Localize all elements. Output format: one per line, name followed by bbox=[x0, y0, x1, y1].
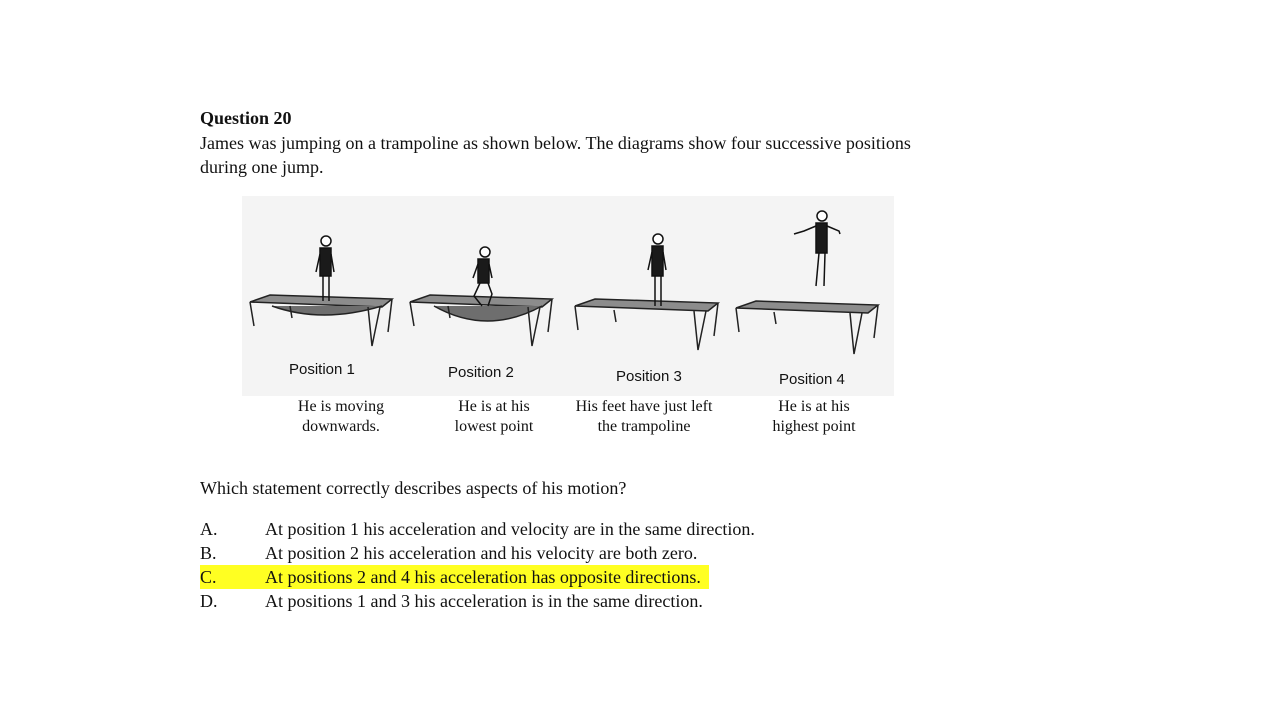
position-4-label: Position 4 bbox=[779, 371, 845, 388]
caption-position-2 bbox=[409, 397, 579, 437]
option-b[interactable] bbox=[200, 541, 960, 565]
question-title: Question 20 bbox=[200, 108, 292, 128]
jumper-3 bbox=[648, 234, 666, 306]
option-letter: B. bbox=[200, 543, 217, 563]
caption-line: lowest point bbox=[454, 418, 534, 435]
option-letter: A. bbox=[200, 519, 218, 539]
caption-line: downwards. bbox=[302, 418, 380, 435]
trampoline-2 bbox=[410, 295, 552, 346]
option-text: At position 1 his acceleration and velocity are in the same direction. bbox=[265, 519, 755, 539]
jumper-4 bbox=[794, 211, 840, 286]
caption-line: He is at his bbox=[458, 398, 530, 415]
position-3-label: Position 3 bbox=[616, 368, 682, 385]
option-text: At positions 1 and 3 his acceleration is in the same direction. bbox=[265, 591, 703, 611]
option-c[interactable] bbox=[200, 565, 960, 589]
position-1-label: Position 1 bbox=[289, 361, 355, 378]
caption-line: His feet have just left bbox=[575, 398, 713, 415]
option-a[interactable] bbox=[200, 517, 960, 541]
option-letter: C. bbox=[200, 567, 217, 587]
trampoline-figure bbox=[242, 196, 894, 396]
trampoline-3 bbox=[575, 299, 718, 350]
option-d[interactable] bbox=[200, 589, 960, 613]
question-prompt: Which statement correctly describes aspects of his motion? bbox=[200, 478, 627, 498]
question-text: James was jumping on a trampoline as shown below. The diagrams show four successive positions during one jump. bbox=[200, 133, 911, 177]
caption-line: He is at his bbox=[778, 398, 850, 415]
caption-position-4 bbox=[729, 397, 899, 437]
trampoline-diagram bbox=[242, 196, 894, 396]
trampoline-1 bbox=[250, 295, 392, 346]
option-text: At position 2 his acceleration and his velocity are both zero. bbox=[265, 543, 698, 563]
caption-position-1 bbox=[256, 397, 426, 437]
option-letter: D. bbox=[200, 591, 218, 611]
caption-line: He is moving bbox=[297, 398, 385, 415]
answer-options bbox=[200, 517, 960, 613]
caption-line: the trampoline bbox=[597, 418, 691, 435]
option-text: At positions 2 and 4 his acceleration has opposite directions. bbox=[265, 567, 701, 587]
position-2-label: Position 2 bbox=[448, 364, 514, 381]
caption-position-3 bbox=[559, 397, 729, 437]
trampoline-4 bbox=[736, 301, 878, 354]
jumper-1 bbox=[316, 236, 334, 301]
caption-line: highest point bbox=[772, 418, 856, 435]
